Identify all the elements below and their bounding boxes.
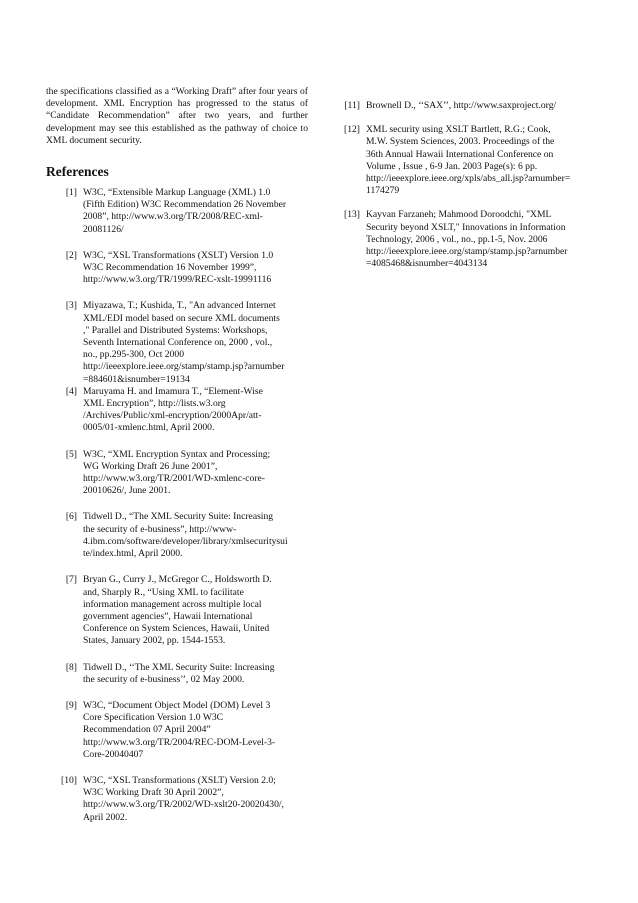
reference-line: W3C, “Extensible Markup Language (XML) 1.0 (83, 187, 271, 199)
reference-entry (46, 775, 308, 824)
reference-line: http://ieeexplore.ieee.org/stamp/stamp.jsp?arnumber (366, 246, 568, 258)
reference-entry (338, 209, 594, 270)
reference-entry (46, 574, 308, 647)
reference-entry (46, 300, 308, 385)
reference-line: http://www.w3.org/TR/2001/WD-xmlenc-core- (83, 473, 265, 485)
reference-line: Technology, 2006 , vol., no., pp.1-5, Nov. 2006 (366, 233, 548, 245)
reference-line: Seventh International Conference on, 2000 , vol., (83, 337, 273, 349)
reference-number: [2] (65, 249, 77, 261)
reference-line: 1174279 (366, 185, 400, 197)
reference-number: [13] (344, 209, 360, 221)
reference-line: W3C Working Draft 30 April 2002”, (83, 787, 224, 799)
reference-line: W3C, “XML Encryption Syntax and Processing; (83, 448, 271, 460)
reference-number: [10] (61, 774, 77, 786)
reference-line: 4.ibm.com/software/developer/library/xmlsecuritysui (83, 535, 288, 547)
reference-line: http://ieeexplore.ieee.org/xpls/abs_all.jsp?arnumber= (366, 173, 571, 185)
reference-line: the security of e-business’’, 02 May 2000. (83, 673, 245, 685)
reference-text (83, 511, 308, 560)
reference-number: [5] (65, 448, 77, 460)
reference-line: Recommendation 07 April 2004” (83, 724, 211, 736)
reference-text (83, 662, 308, 686)
reference-number: [9] (65, 699, 77, 711)
reference-line: April 2002. (83, 811, 128, 823)
references-list-right (338, 100, 594, 270)
reference-line: Conference on System Sciences, Hawaii, United (83, 623, 270, 635)
reference-line: W3C, “XSL Transformations (XSLT) Version 1.0 (83, 249, 274, 261)
references-heading: References (46, 164, 109, 180)
left-column (46, 86, 308, 838)
reference-text (83, 700, 308, 761)
reference-entry (46, 250, 308, 287)
reference-line: Kayvan Farzaneh; Mahmood Doroodchi, "XML (366, 209, 552, 221)
reference-line: http://ieeexplore.ieee.org/stamp/stamp.jsp?arnumber (83, 361, 285, 373)
reference-text (366, 124, 594, 197)
reference-entry (338, 100, 594, 112)
reference-text (83, 386, 308, 435)
reference-number: [3] (65, 300, 77, 312)
reference-line: =884601&isnumber=19134 (83, 373, 190, 385)
reference-text (83, 775, 308, 824)
reference-line: XML Encryption”, http://lists.w3.org (83, 398, 226, 410)
reference-line: /Archives/Public/xml-encryption/2000Apr/att- (83, 410, 262, 422)
reference-line: no., pp.295-300, Oct 2000 (83, 349, 184, 361)
reference-text (366, 209, 594, 270)
reference-text (366, 100, 594, 112)
reference-line: Tidwell D., ‘‘The XML Security Suite: Increasing (83, 661, 275, 673)
reference-text (83, 300, 308, 385)
reference-line: 20010626/, June 2001. (83, 485, 171, 497)
reference-line: and, Sharply R., “Using XML to facilitate (83, 586, 244, 598)
references-list-left (46, 187, 308, 824)
reference-line: Volume , Issue , 6-9 Jan. 2003 Page(s): 6 pp. (366, 160, 538, 172)
reference-entry (46, 511, 308, 560)
reference-line: Bryan G., Curry J., McGregor C., Holdsworth D. (83, 574, 272, 586)
reference-line: W3C Recommendation 16 November 1999”, (83, 262, 257, 274)
reference-line: (Fifth Edition) W3C Recommendation 26 November (83, 199, 287, 211)
reference-line: Maruyama H. and Imamura T., “Element-Wise (83, 385, 263, 397)
reference-line: =4085468&isnumber=4043134 (366, 258, 488, 270)
reference-entry (46, 700, 308, 761)
reference-number: [6] (65, 511, 77, 523)
reference-line: Core-20040407 (83, 748, 144, 760)
reference-line: government agencies”, Hawaii International (83, 610, 253, 622)
reference-line: te/index.html, April 2000. (83, 548, 183, 560)
reference-line: W3C, “Document Object Model (DOM) Level 3 (83, 699, 271, 711)
reference-line: W3C, “XSL Transformations (XSLT) Version 2.0; (83, 774, 276, 786)
reference-line: the security of e-business”, http://www- (83, 523, 237, 535)
reference-line: XML security using XSLT Bartlett, R.G.; Cook, (366, 124, 551, 136)
reference-text (83, 250, 308, 287)
reference-entry (338, 124, 594, 197)
intro-paragraph: the specifications classified as a “Working Draft” after four years of development. XML Encryption has progressed to the status of “Candidate Recommendation” after two years, and further development may see this established as the pathway of choice to XML document security. (46, 86, 308, 146)
reference-line: http://www.w3.org/TR/1999/REC-xslt-19991116 (83, 274, 272, 286)
reference-entry (46, 386, 308, 435)
reference-line: 20081126/ (83, 223, 124, 235)
reference-line: XML/EDI model based on secure XML documents (83, 312, 280, 324)
reference-line: Tidwell D., “The XML Security Suite: Increasing (83, 511, 274, 523)
reference-text (83, 187, 308, 236)
reference-line: Miyazawa, T.; Kushida, T., "An advanced Internet (83, 300, 276, 312)
reference-line: Brownell D., ‘‘SAX’’, http://www.saxproject.org/ (366, 100, 557, 111)
reference-number: [8] (65, 661, 77, 673)
reference-line: 2008”, http://www.w3.org/TR/2008/REC-xml- (83, 211, 263, 223)
reference-line: http://www.w3.org/TR/2002/WD-xslt20-20020430/, (83, 799, 284, 811)
reference-line: M.W. System Sciences, 2003. Proceedings of the (366, 136, 555, 148)
reference-number: [11] (344, 100, 360, 111)
reference-line: http://www.w3.org/TR/2004/REC-DOM-Level-3- (83, 736, 276, 748)
reference-line: ," Parallel and Distributed Systems: Workshops, (83, 324, 268, 336)
reference-entry (46, 662, 308, 686)
reference-number: [12] (344, 124, 360, 136)
reference-entry (46, 449, 308, 498)
reference-number: [7] (65, 574, 77, 586)
reference-line: Core Specification Version 1.0 W3C (83, 712, 224, 724)
reference-line: WG Working Draft 26 June 2001”, (83, 460, 218, 472)
reference-line: 0005/01-xmlenc.html, April 2000. (83, 422, 215, 434)
reference-line: 36th Annual Hawaii International Conference on (366, 148, 554, 160)
reference-line: information management across multiple local (83, 598, 262, 610)
reference-line: States, January 2002, pp. 1544-1553. (83, 635, 226, 647)
reference-line: Security beyond XSLT," Innovations in Information (366, 221, 566, 233)
reference-text (83, 574, 308, 647)
reference-number: [1] (65, 187, 77, 199)
reference-number: [4] (65, 385, 77, 397)
reference-entry (46, 187, 308, 236)
right-column (338, 100, 594, 282)
reference-text (83, 449, 308, 498)
